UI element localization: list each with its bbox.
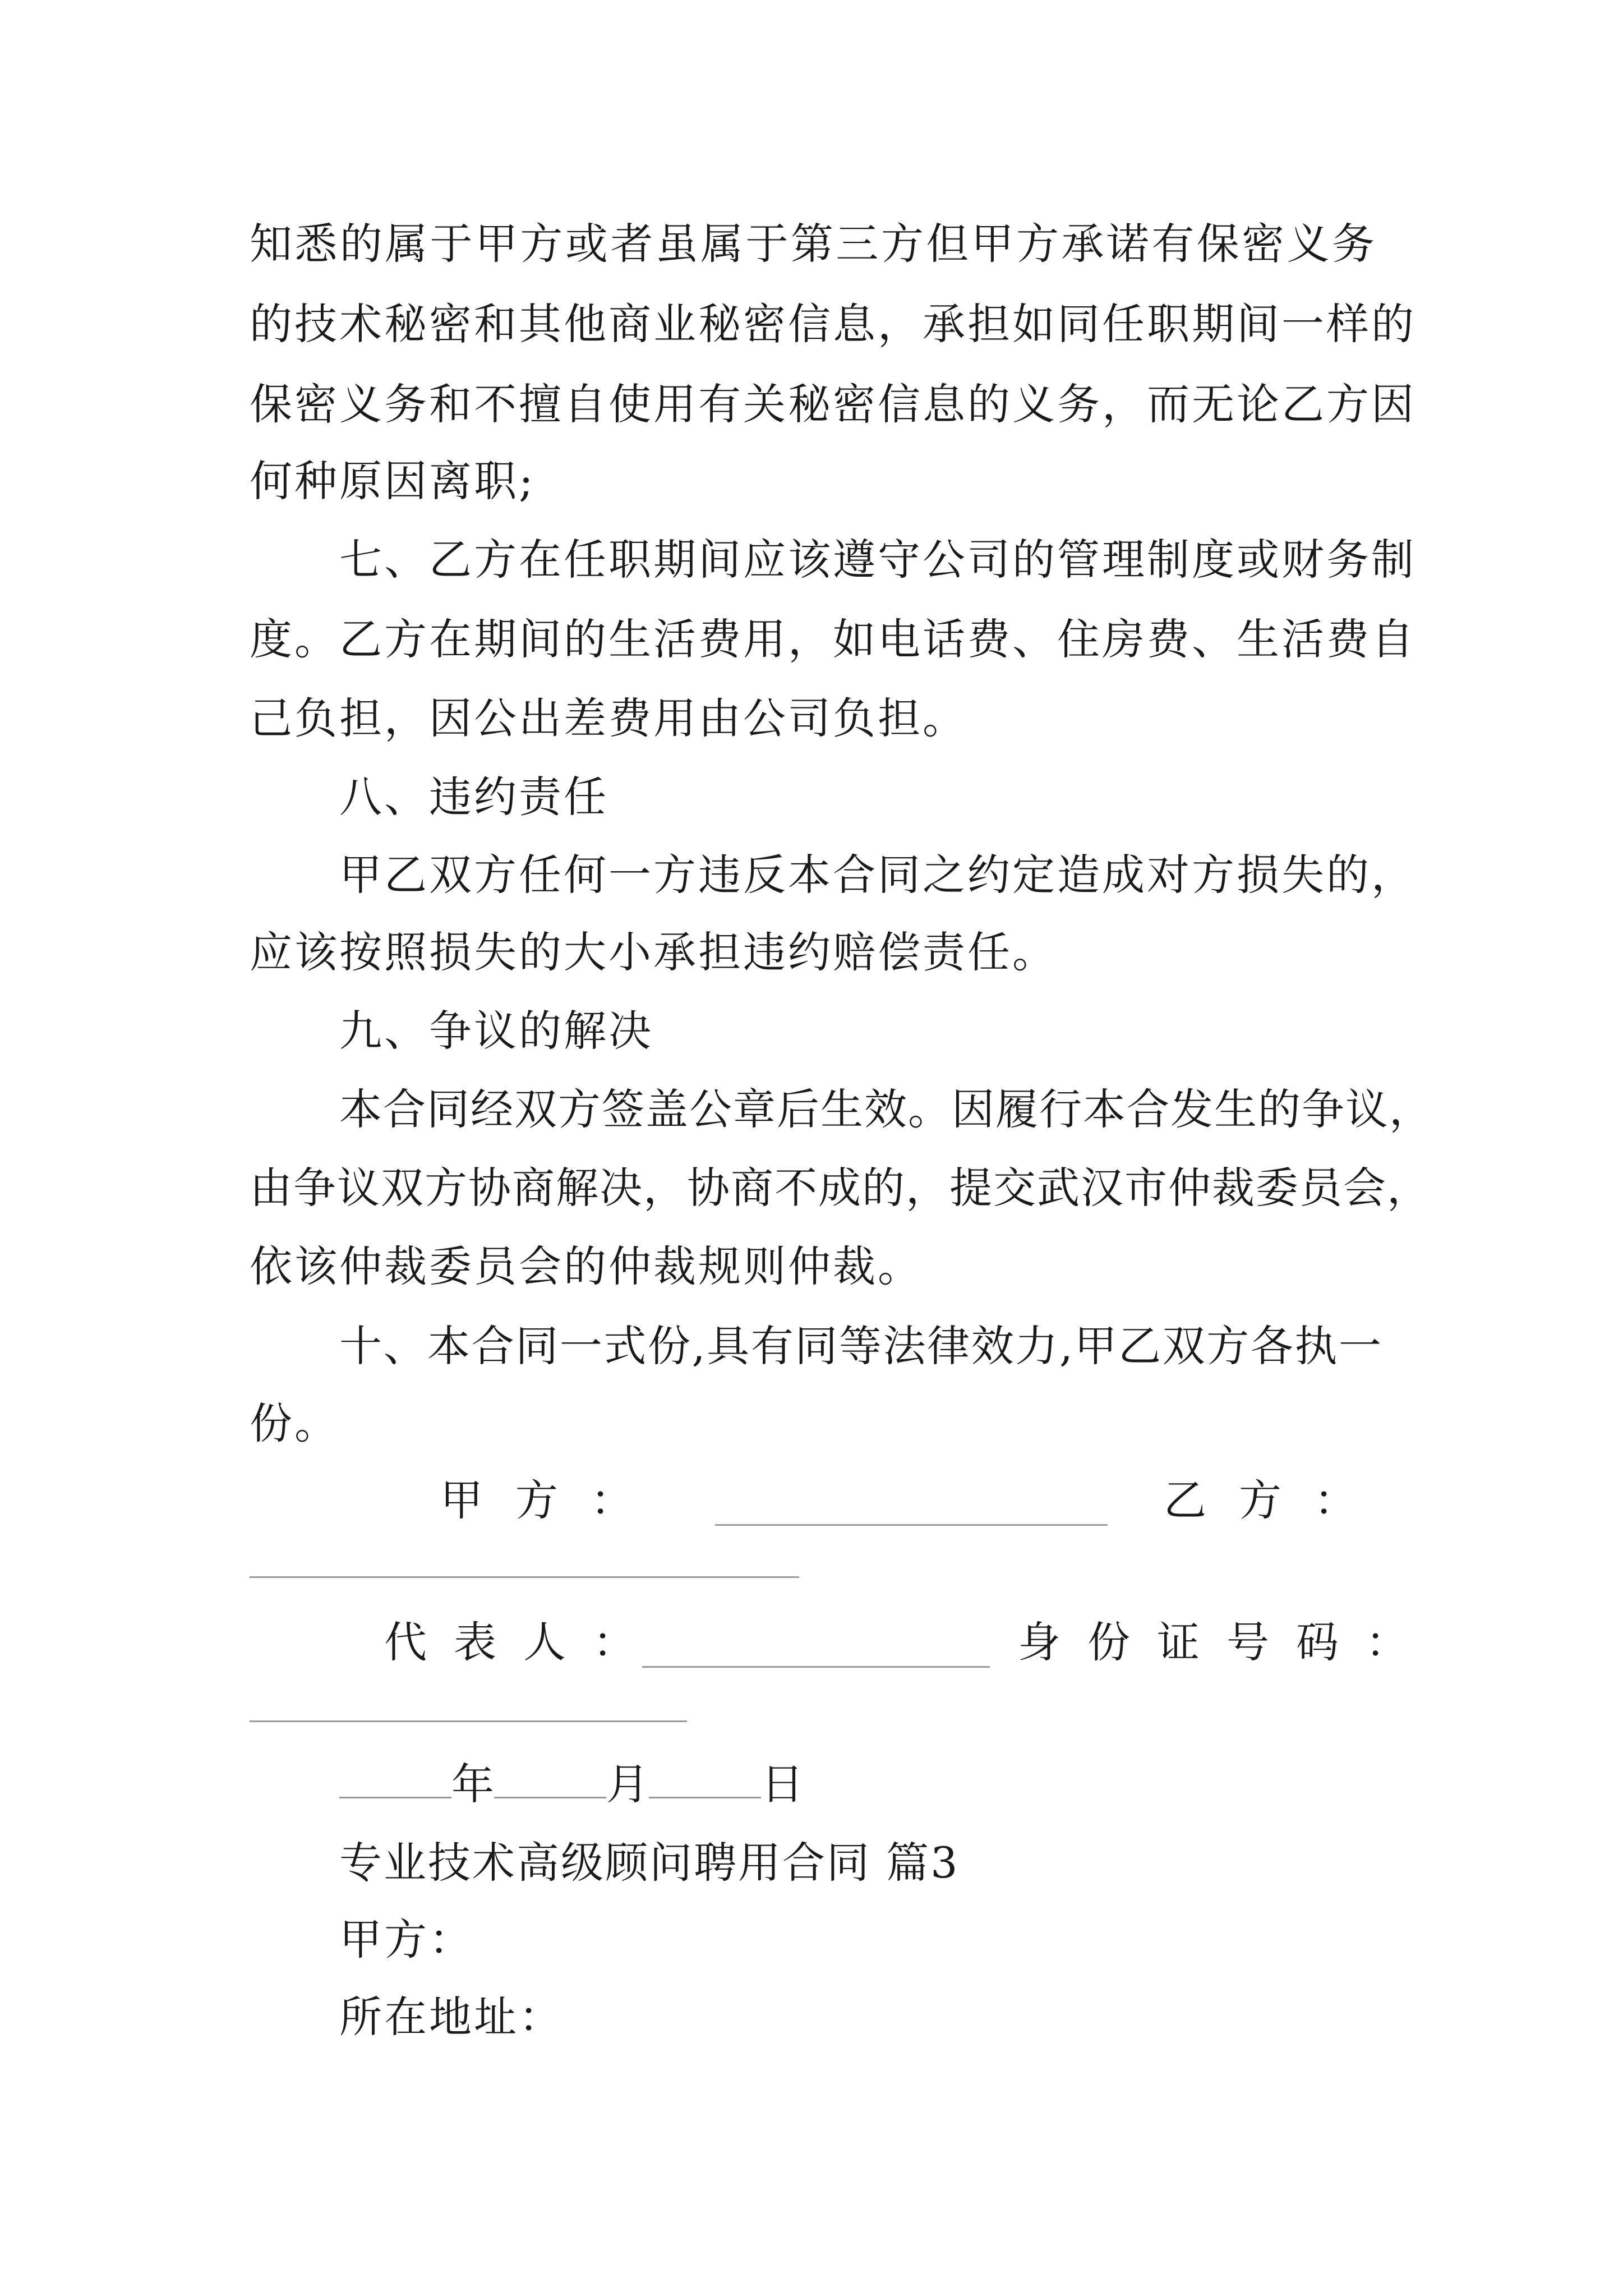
party-b-label: 乙方： bbox=[1164, 1475, 1389, 1525]
year-blank[interactable] bbox=[339, 1757, 451, 1798]
paragraph-line: 保密义务和不擅自使用有关秘密信息的义务，而无论乙方因 bbox=[250, 379, 1416, 429]
representative-label: 代表人： bbox=[384, 1617, 662, 1667]
clause-7-line: 七、乙方在任职期间应该遵守公司的管理制度或财务制 bbox=[339, 535, 1416, 585]
address-field: 所在地址： bbox=[339, 1992, 564, 2042]
day-label: 日 bbox=[761, 1759, 804, 1809]
id-number-blank[interactable] bbox=[250, 1720, 687, 1722]
paragraph-line: 知悉的属于甲方或者虽属于第三方但甲方承诺有保密义务 bbox=[250, 219, 1377, 269]
day-blank[interactable] bbox=[649, 1757, 761, 1798]
paragraph-line: 的技术秘密和其他商业秘密信息，承担如同任职期间一样的 bbox=[250, 299, 1416, 349]
clause-10-line: 份。 bbox=[250, 1398, 339, 1448]
party-a-field: 甲方： bbox=[339, 1915, 474, 1964]
party-b-blank[interactable] bbox=[250, 1576, 799, 1578]
month-label: 月 bbox=[606, 1759, 649, 1809]
clause-9-title: 九、争议的解决 bbox=[339, 1006, 653, 1056]
clause-7-line: 己负担，因公出差费用由公司负担。 bbox=[250, 693, 967, 743]
clause-8-line: 应该按照损失的大小承担违约赔偿责任。 bbox=[250, 927, 1057, 977]
section-title: 专业技术高级顾问聘用合同 篇3 bbox=[339, 1838, 960, 1888]
paragraph-line: 何种原因离职; bbox=[250, 456, 536, 506]
clause-9-line: 依该仲裁委员会的仲裁规则仲裁。 bbox=[250, 1241, 923, 1291]
clause-9-line: 本合同经双方签盖公章后生效。因履行本合发生的争议， bbox=[339, 1084, 1433, 1134]
party-a-label: 甲方： bbox=[440, 1475, 666, 1525]
representative-blank[interactable] bbox=[642, 1666, 990, 1668]
clause-8-line: 甲乙双方任何一方违反本合同之约定造成对方损失的， bbox=[339, 850, 1416, 900]
party-a-blank[interactable] bbox=[715, 1524, 1108, 1526]
clause-8-title: 八、违约责任 bbox=[339, 772, 608, 822]
clause-9-line: 由争议双方协商解决，协商不成的，提交武汉市仲裁委员会， bbox=[250, 1163, 1431, 1213]
clause-10-line: 十、本合同一式份,具有同等法律效力,甲乙双方各执一 bbox=[339, 1321, 1382, 1371]
year-label: 年 bbox=[451, 1759, 494, 1809]
date-line bbox=[339, 1757, 804, 1811]
signature-row-parties bbox=[250, 1474, 1389, 1535]
clause-7-line: 度。乙方在期间的生活费用，如电话费、住房费、生活费自 bbox=[250, 614, 1416, 664]
id-number-label: 身份证号码： bbox=[1018, 1617, 1435, 1667]
signature-row-representative bbox=[250, 1616, 1435, 1677]
month-blank[interactable] bbox=[494, 1757, 606, 1798]
